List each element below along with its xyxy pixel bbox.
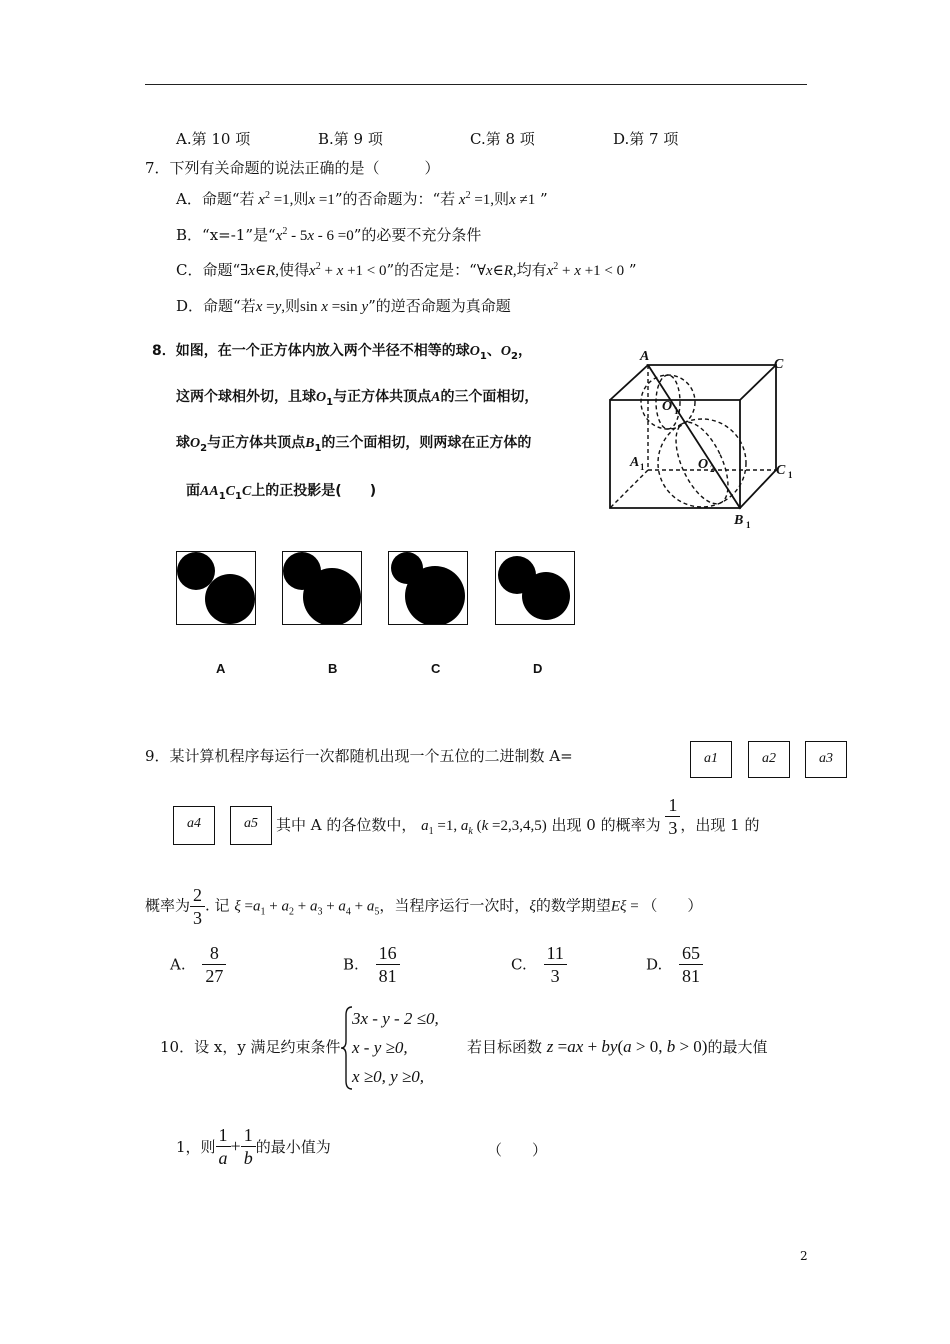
q8-figure-d — [495, 551, 575, 625]
q9-cell-a4: a4 — [173, 806, 215, 845]
q10-stem: 10．设 x，y 满足约束条件 — [160, 1038, 341, 1056]
cube-label-o2: O — [698, 457, 709, 472]
q9-cell-a1: a1 — [690, 741, 732, 778]
q8-line2: 这两个球相外切，且球$O_1$与正方体共顶点A的三个面相切， — [176, 389, 539, 408]
svg-text:1: 1 — [640, 462, 645, 472]
q8-option-a: A — [216, 661, 226, 676]
q10-constraint-2: x - y ≥0, — [352, 1038, 408, 1057]
page-number: 2 — [800, 1249, 808, 1263]
svg-text:1: 1 — [746, 520, 751, 530]
q8-line1: 8．如图，在一个正方体内放入两个半径不相等的球$O_1$、$O_2$， — [152, 343, 532, 362]
q10-line2: 1，则 $\frac{1}{a}$ + $\frac{1}{b}$ 的最小值为 — [176, 1125, 331, 1168]
header-rule — [145, 84, 807, 85]
q10-objective: 若目标函数 z =ax + by(a > 0, b > 0)的最大值 — [467, 1037, 768, 1056]
q7-option-b: B．“x=-1”是“$x^2 - 5x - 6 =0$”的必要不充分条件 — [176, 226, 482, 244]
cube-label-o1: O — [662, 399, 673, 414]
q8-option-d: D — [533, 661, 543, 676]
cube-figure — [600, 340, 800, 530]
q7-stem: 7．下列有关命题的说法正确的是（ ） — [145, 159, 440, 177]
q7-option-d: D．命题“若x =y,则sin x =sin y”的逆否命题为真命题 — [176, 297, 511, 315]
q8-figure-c — [388, 551, 468, 625]
q9-option-d: D. $\frac{65}{81}$ — [646, 944, 703, 985]
q6-option-a: A.第 10 项 — [176, 130, 251, 148]
q9-option-c: C. $\frac{11}{3}$ — [511, 944, 567, 985]
q9-cell-a5: a5 — [230, 806, 272, 845]
cube-label-b1: B — [734, 513, 744, 528]
q7-option-a: A．命题“若 $x^2 =1$,则x =1”的否命题为：“若 $x^2 =1$,则x ≠1 ” — [176, 190, 548, 208]
q8-line3: 球$O_2$与正方体共顶点$B_1$的三个面相切，则两球在正方体的 — [176, 435, 532, 454]
q8-line4: 面$AA_1C_1C$上的正投影是( ) — [186, 483, 377, 502]
q8-option-b: B — [328, 661, 338, 676]
q9-cell-a3: a3 — [805, 741, 847, 778]
q9-line2: 其中 A 的各位数中， $a_1 =1$, $a_k$ (k =2,3,4,5) 出现 0 的概率为 $\frac{1}{3}$ ，出现 1 的 — [276, 794, 760, 838]
svg-text:1: 1 — [674, 406, 679, 416]
q8-option-c: C — [431, 661, 441, 676]
svg-text:2: 2 — [710, 464, 715, 474]
q7-option-c: C．命题“∃x∈R,使得$x^2 + x +1 < 0$”的否定是：“∀x∈R,均有$x^2 + x +1 < 0$ ” — [176, 261, 637, 279]
q8-figure-b — [282, 551, 362, 625]
svg-text:1: 1 — [788, 470, 793, 480]
q6-option-d: D.第 7 项 — [613, 130, 679, 148]
q10-answer-paren: （ ） — [487, 1141, 548, 1159]
q6-option-c: C.第 8 项 — [470, 130, 535, 148]
q9-option-a: A. $\frac{8}{27}$ — [170, 944, 226, 985]
q9-option-b: B. $\frac{16}{81}$ — [343, 944, 400, 985]
q9-line3: 概率为 $\frac{2}{3}$ . 记 $\xi =a_1 + a_2 + a_3 + a_4 + a_5$，当程序运行一次时，ξ的数学期望Eξ = （ ） — [145, 885, 703, 928]
cube-label-c1: C — [776, 463, 786, 478]
q6-option-b: B.第 9 项 — [318, 130, 383, 148]
cube-label-a: A — [640, 349, 650, 364]
q9-line1: 9．某计算机程序每运行一次都随机出现一个五位的二进制数 A= — [145, 747, 573, 765]
q10-constraint-1: 3x - y - 2 ≤0, — [352, 1009, 439, 1028]
cube-label-c: C — [774, 357, 784, 372]
q10-constraint-3: x ≥0, y ≥0, — [352, 1067, 425, 1086]
q8-figure-a — [176, 551, 256, 625]
q9-cell-a2: a2 — [748, 741, 790, 778]
cube-label-a1: A — [630, 455, 640, 470]
